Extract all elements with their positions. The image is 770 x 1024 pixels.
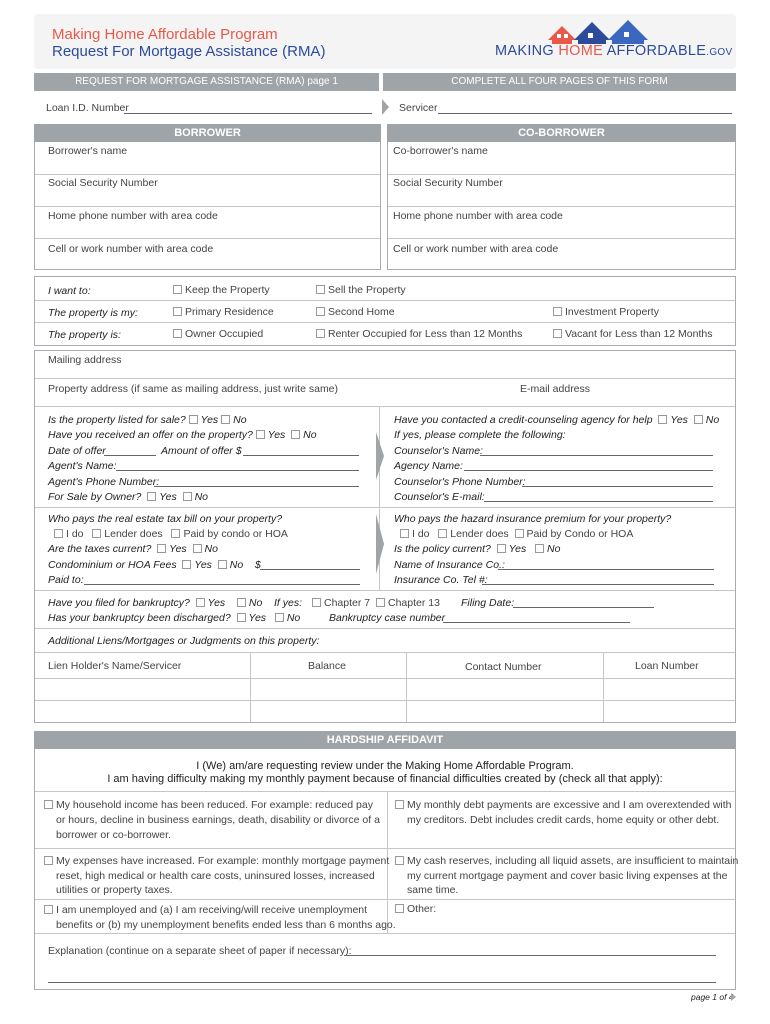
tax-condo-checkbox[interactable] [171,529,180,538]
insurance-question: Who pays the hazard insurance premium for your property? [394,513,672,525]
offer-no-checkbox[interactable] [291,430,300,439]
insurance-payer-options: I do Lender does Paid by Condo or HOA [400,528,633,540]
table-divider [406,653,407,722]
agent-phone-field[interactable] [154,476,359,487]
other-checkbox[interactable]: Other: [395,903,436,915]
counselor-phone-label: Counselor's Phone Number: [394,476,526,488]
program-title: Making Home Affordable Program [52,26,278,43]
date-of-offer-field[interactable] [104,445,156,456]
debt-excessive-checkbox[interactable] [395,799,407,811]
counselor-email-label: Counselor's E-mail: [394,491,485,503]
insurance-company-field[interactable] [498,559,714,570]
chapter-13-checkbox[interactable]: Chapter 13 [376,597,440,609]
agent-phone-label: Agent's Phone Number: [48,476,160,488]
unemployed-text: I am unemployed and (a) I am receiving/will receive unemployment benefits or (b) my unemployment benefits ended less than 6 months ago. [56,904,396,931]
mailing-address-field[interactable]: Mailing address [48,354,122,366]
liens-col-contact: Contact Number [465,661,542,673]
coborrower-home-phone-field[interactable]: Home phone number with area code [393,210,563,222]
divider [35,848,735,849]
divider [35,322,735,323]
coborrower-name-field[interactable]: Co-borrower's name [393,145,488,157]
hardship-intro-2: I am having difficulty making my monthly payment because of financial difficulties created by (check all that apply): [107,773,663,785]
case-number-label: Bankruptcy case number [329,612,446,624]
hardship-heading: HARDSHIP AFFIDAVIT [34,731,736,749]
divider [388,206,735,207]
filing-date-label: Filing Date: [461,597,515,609]
liens-col-loan: Loan Number [635,660,699,672]
page-indicator-bar: REQUEST FOR MORTGAGE ASSISTANCE (RMA) page 1 [34,73,379,91]
insurance-tel-field[interactable] [482,574,714,585]
condo-fees-yes-checkbox[interactable] [182,560,191,569]
discharged-yes-checkbox[interactable] [237,613,246,622]
counseling-no-checkbox[interactable] [694,415,703,424]
paid-to-field[interactable] [84,574,360,585]
listed-yes-checkbox[interactable] [189,415,198,424]
income-reduced-text: My household income has been reduced. For example: reduced pay or hours, decline in business earnings, death, disability or divorce of a borrower or co-borrower. [56,799,380,841]
agency-name-label: Agency Name: [394,460,463,472]
policy-current-yes-checkbox[interactable] [497,544,506,553]
agent-name-field[interactable] [116,460,359,471]
page-number: page 1 of 4 [691,992,734,1002]
condo-fees-question: Condominium or HOA Fees Yes No $ [48,559,261,571]
expenses-increased-text: My expenses have increased. For example: monthly mortgage payment reset, high medical or health care costs, uninsured losses, increased utilities or property taxes. [56,855,390,896]
fsbo-question: For Sale by Owner? Yes No [48,491,209,503]
servicer-field[interactable] [438,103,732,114]
listed-for-sale-question: Is the property listed for sale? Yes No [48,414,247,426]
vacant-checkbox[interactable]: Vacant for Less than 12 Months [553,328,712,340]
condo-fees-amount-field[interactable] [260,559,360,570]
sell-property-checkbox[interactable]: Sell the Property [316,284,406,296]
coborrower-ssn-field[interactable]: Social Security Number [393,177,503,189]
property-is-label: The property is: [48,329,121,341]
divider [388,238,735,239]
divider [35,206,380,207]
table-divider [603,653,604,722]
second-home-checkbox[interactable]: Second Home [316,306,395,318]
divider [35,791,735,792]
offer-yes-checkbox[interactable] [256,430,265,439]
borrower-home-phone-field[interactable]: Home phone number with area code [48,210,218,222]
tax-i-do-checkbox[interactable] [54,529,63,538]
unemployed-checkbox[interactable] [44,904,56,916]
explanation-field[interactable] [344,945,716,956]
counselor-email-field[interactable] [484,491,713,502]
instructions-bar: COMPLETE ALL FOUR PAGES OF THIS FORM [383,73,736,91]
taxes-current-question: Are the taxes current? Yes No [48,543,218,555]
property-address-field[interactable]: Property address (if same as mailing address, just write same) [48,383,339,395]
hardship-intro-1: I (We) am/are requesting review under the Making Home Affordable Program. [196,760,574,772]
email-field[interactable]: E-mail address [520,383,591,395]
case-number-field[interactable] [443,612,630,623]
paid-to-label: Paid to: [48,574,84,586]
agent-name-label: Agent's Name: [48,460,117,472]
fsbo-yes-checkbox[interactable] [147,492,156,501]
filing-date-field[interactable] [513,597,654,608]
keep-property-checkbox[interactable]: Keep the Property [173,284,270,296]
bankruptcy-yes-checkbox[interactable] [196,598,205,607]
divider [35,507,735,508]
explanation-label: Explanation (continue on a separate sheet of paper if necessary): [48,945,352,957]
tax-question: Who pays the real estate tax bill on your property? [48,513,283,525]
policy-current-question: Is the policy current? Yes No [394,543,561,555]
divider [35,628,735,629]
insurance-company-label: Name of Insurance Co.: [394,559,505,571]
policy-current-no-checkbox[interactable] [535,544,544,553]
divider [35,590,735,591]
loan-id-label: Loan I.D. Number [46,102,129,114]
table-row[interactable] [35,700,735,701]
counseling-question: Have you contacted a credit-counseling agency for help Yes No [394,414,720,426]
property-is-my-label: The property is my: [48,307,138,319]
taxes-current-no-checkbox[interactable] [193,544,202,553]
tax-lender-checkbox[interactable] [92,529,101,538]
divider [35,174,380,175]
counseling-instructions: If yes, please complete the following: [394,429,566,441]
arrow-icon [376,514,384,574]
insurance-condo-checkbox[interactable] [515,529,524,538]
primary-residence-checkbox[interactable]: Primary Residence [173,306,274,318]
borrower-cell-phone-field[interactable]: Cell or work number with area code [48,243,214,255]
divider [35,933,735,934]
loan-id-field[interactable] [124,103,372,114]
agency-name-field[interactable] [464,460,713,471]
debt-excessive-text: My monthly debt payments are excessive and I am overextended with my creditors. Debt includes credit cards, home equity or other debt. [407,799,732,826]
chapter-7-checkbox[interactable]: Chapter 7 [312,597,370,609]
counselor-name-field[interactable] [480,445,713,456]
discharged-no-checkbox[interactable] [275,613,284,622]
explanation-field-line-2[interactable] [48,972,716,983]
liens-heading: Additional Liens/Mortgages or Judgments on this property: [48,635,320,647]
divider [35,406,735,407]
divider [35,378,735,379]
divider [35,238,380,239]
borrower-ssn-field[interactable]: Social Security Number [48,177,158,189]
insurance-lender-checkbox[interactable] [438,529,447,538]
insurance-i-do-checkbox[interactable] [400,529,409,538]
divider [35,652,735,653]
if-yes-label: If yes: [274,597,303,609]
offer-received-question: Have you received an offer on the property? Yes No [48,429,317,441]
borrower-name-field[interactable]: Borrower's name [48,145,128,157]
renter-occupied-checkbox[interactable]: Renter Occupied for Less than 12 Months [316,328,522,340]
want-to-label: I want to: [48,285,91,297]
expenses-increased-checkbox[interactable] [44,855,56,867]
counselor-name-label: Counselor's Name: [394,445,483,457]
brand-logo: MAKING HOME AFFORDABLE.GOV [495,43,733,59]
bankruptcy-no-checkbox[interactable] [237,598,246,607]
coborrower-cell-phone-field[interactable]: Cell or work number with area code [393,243,559,255]
divider [388,174,735,175]
servicer-label: Servicer [399,102,438,114]
investment-property-checkbox[interactable]: Investment Property [553,306,659,318]
amount-of-offer-label: Amount of offer $ [161,445,242,457]
table-row[interactable] [35,678,735,679]
table-divider [250,653,251,722]
liens-col-holder: Lien Holder's Name/Servicer [48,660,182,672]
condo-fees-no-checkbox[interactable] [218,560,227,569]
form-title: Request For Mortgage Assistance (RMA) [52,43,326,60]
borrower-heading: BORROWER [34,124,381,142]
bankruptcy-discharged-question: Has your bankruptcy been discharged? Yes No [48,612,301,624]
divider [35,899,735,900]
fsbo-no-checkbox[interactable] [183,492,192,501]
counseling-yes-checkbox[interactable] [658,415,667,424]
tax-payer-options: I do Lender does Paid by condo or HOA [54,528,288,540]
insurance-tel-label: Insurance Co. Tel #: [394,574,488,586]
houses-logo-icon [548,20,658,44]
income-reduced-checkbox[interactable] [44,799,56,811]
counselor-phone-field[interactable] [522,476,713,487]
taxes-current-yes-checkbox[interactable] [157,544,166,553]
cash-reserves-checkbox[interactable] [395,855,407,867]
next-page-arrow-icon [731,993,736,1001]
divider [35,300,735,301]
arrow-icon [376,432,384,480]
coborrower-heading: CO-BORROWER [387,124,736,142]
listed-no-checkbox[interactable] [221,415,230,424]
cash-reserves-text: My cash reserves, including all liquid assets, are insufficient to maintain my current mortgage payment and cover basic living expenses at the same time. [407,855,739,896]
amount-of-offer-field[interactable] [243,445,359,456]
owner-occupied-checkbox[interactable]: Owner Occupied [173,328,263,340]
liens-col-balance: Balance [308,660,346,672]
date-of-offer-label: Date of offer [48,445,106,457]
arrow-icon [382,99,389,115]
bankruptcy-filed-question: Have you filed for bankruptcy? Yes No [48,597,263,609]
